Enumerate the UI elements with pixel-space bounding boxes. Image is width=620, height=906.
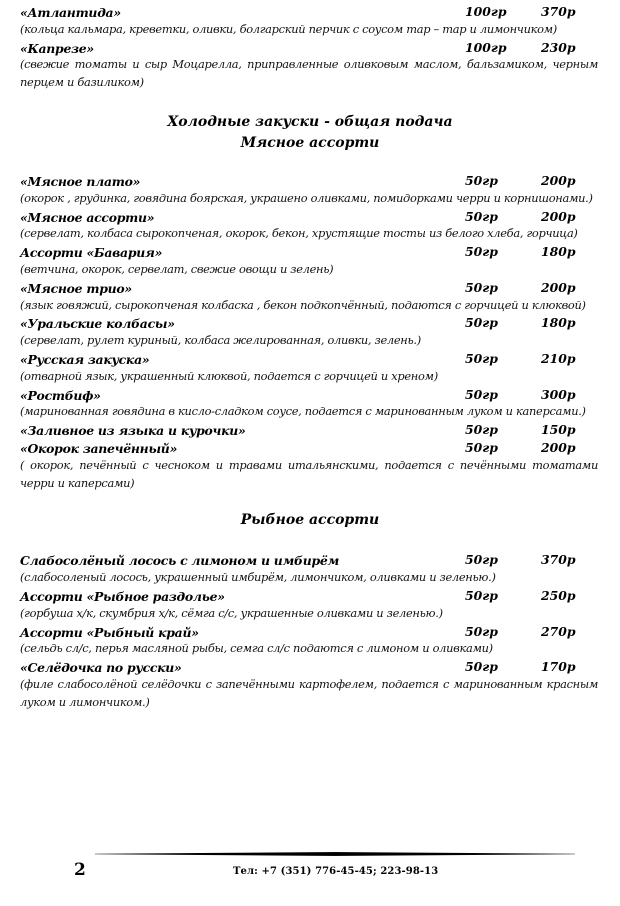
- section-title-fish: Рыбное ассорти: [240, 512, 380, 529]
- menu-item: [20, 39, 600, 92]
- item-weight: 50гр: [465, 244, 498, 260]
- menu-content: [20, 3, 600, 712]
- item-name: «Атлантида»: [20, 5, 121, 20]
- item-price: 270р: [541, 623, 576, 639]
- menu-item: [20, 172, 600, 208]
- item-name: Ассорти «Рыбный край»: [20, 624, 199, 640]
- item-name: «Мясное ассорти»: [20, 209, 155, 225]
- menu-item: [20, 658, 600, 711]
- menu-item: [20, 386, 600, 422]
- item-price: 150р: [541, 422, 576, 438]
- item-name: «Русская закуска»: [20, 351, 150, 367]
- item-description: (сервелат, колбаса сырокопченая, окорок, бекон, хрустящие тосты из белого хлеба, горчица): [20, 226, 578, 241]
- item-price: 200р: [541, 439, 576, 455]
- menu-item: [20, 243, 600, 279]
- item-description: (горбуша х/к, скумбрия х/к, сёмга с/с, украшенные оливками и зеленью.): [20, 605, 443, 620]
- item-description: (отварной язык, украшенный клюквой, подается с горчицей и хреном): [20, 368, 438, 383]
- item-description: (сельдь сл/с, перья масляной рыбы, семга сл/с подаются с лимоном и оливками): [20, 641, 493, 656]
- item-name: «Мясное плато»: [20, 173, 141, 189]
- item-price: 180р: [541, 315, 576, 331]
- menu-item: [20, 279, 600, 315]
- item-price: 180р: [541, 244, 576, 260]
- item-price: 370р: [541, 552, 576, 568]
- item-weight: 50гр: [465, 208, 498, 224]
- item-description: (язык говяжий, сырокопченая колбаска , бекон подкопчённый, подаются с горчицей и клюквой): [20, 297, 586, 312]
- item-name: «Заливное из языка и курочки»: [20, 423, 246, 439]
- menu-item: [20, 587, 600, 623]
- menu-item: [20, 421, 600, 439]
- item-weight: 50гр: [465, 587, 498, 603]
- item-price: 200р: [541, 279, 576, 295]
- item-price: 300р: [541, 386, 576, 402]
- menu-item: [20, 439, 600, 492]
- item-weight: 50гр: [465, 552, 498, 568]
- item-weight: 50гр: [465, 350, 498, 366]
- item-price: 210р: [541, 350, 576, 366]
- item-weight: 50гр: [465, 659, 498, 675]
- item-weight: 50гр: [465, 386, 498, 402]
- item-weight: 50гр: [465, 623, 498, 639]
- menu-item: [20, 314, 600, 350]
- footer-divider: [95, 852, 575, 856]
- item-price: 230р: [541, 39, 576, 55]
- item-weight: 50гр: [465, 422, 498, 438]
- page-number: 2: [74, 860, 86, 880]
- item-description: (сервелат, рулет куриный, колбаса желированная, оливки, зелень.): [20, 333, 421, 348]
- item-name: «Окорок запечённый»: [20, 440, 178, 456]
- item-weight: 100гр: [465, 39, 507, 55]
- item-description: (маринованная говядина в кисло-сладком соусе, подается с маринованным луком и каперсами.): [20, 404, 586, 419]
- item-price: 200р: [541, 172, 576, 188]
- item-price: 170р: [541, 659, 576, 675]
- item-weight: 50гр: [465, 439, 498, 455]
- item-price: 250р: [541, 587, 576, 603]
- item-name: Ассорти «Бавария»: [20, 245, 163, 261]
- menu-item: [20, 350, 600, 386]
- menu-item: [20, 551, 600, 587]
- item-name: «Уральские колбасы»: [20, 316, 175, 332]
- item-weight: 50гр: [465, 172, 498, 188]
- item-weight: 100гр: [465, 4, 507, 19]
- item-name: «Мясное трио»: [20, 280, 132, 296]
- footer-phone: Тел: +7 (351) 776-45-45; 223-98-13: [233, 866, 439, 877]
- item-name: Слабосолёный лосось с лимоном и имбирём: [20, 553, 340, 569]
- item-description: (свежие томаты и сыр Моцарелла, приправленные оливковым маслом, бальзамиком, черным перцем и базиликом): [20, 57, 598, 90]
- menu-item: [20, 623, 600, 659]
- item-description: (окорок , грудинка, говядина боярская, украшено оливками, помидорками черри и корнишонами.): [20, 190, 593, 205]
- item-weight: 50гр: [465, 279, 498, 295]
- menu-item: [20, 208, 600, 244]
- item-description: (ветчина, окорок, сервелат, свежие овощи и зелень): [20, 261, 334, 276]
- item-name: Ассорти «Рыбное раздолье»: [20, 588, 225, 604]
- item-description: (слабосоленый лосось, украшенный имбирём, лимончиком, оливками и зеленью.): [20, 570, 496, 585]
- item-price: 200р: [541, 208, 576, 224]
- item-price: 370р: [541, 4, 576, 19]
- item-name: «Капрезе»: [20, 40, 94, 56]
- section-subtitle-meat: Мясное ассорти: [240, 134, 380, 151]
- menu-item: [20, 3, 600, 39]
- item-description: ( окорок, печённый с чесноком и травами итальянскими, подается с печёнными томатами черри и каперсами): [20, 457, 598, 490]
- item-name: «Селёдочка по русски»: [20, 660, 182, 676]
- item-weight: 50гр: [465, 315, 498, 331]
- item-name: «Ростбиф»: [20, 387, 101, 403]
- item-description: (кольца кальмара, креветки, оливки, болгарский перчик с соусом тар – тар и лимончиком): [20, 21, 557, 36]
- item-description: (филе слабосолёной селёдочки с запечёнными картофелем, подается с маринованным красным луком и лимончиком.): [20, 676, 598, 709]
- section-title-cold-appetizers: Холодные закуски - общая подача: [167, 113, 453, 130]
